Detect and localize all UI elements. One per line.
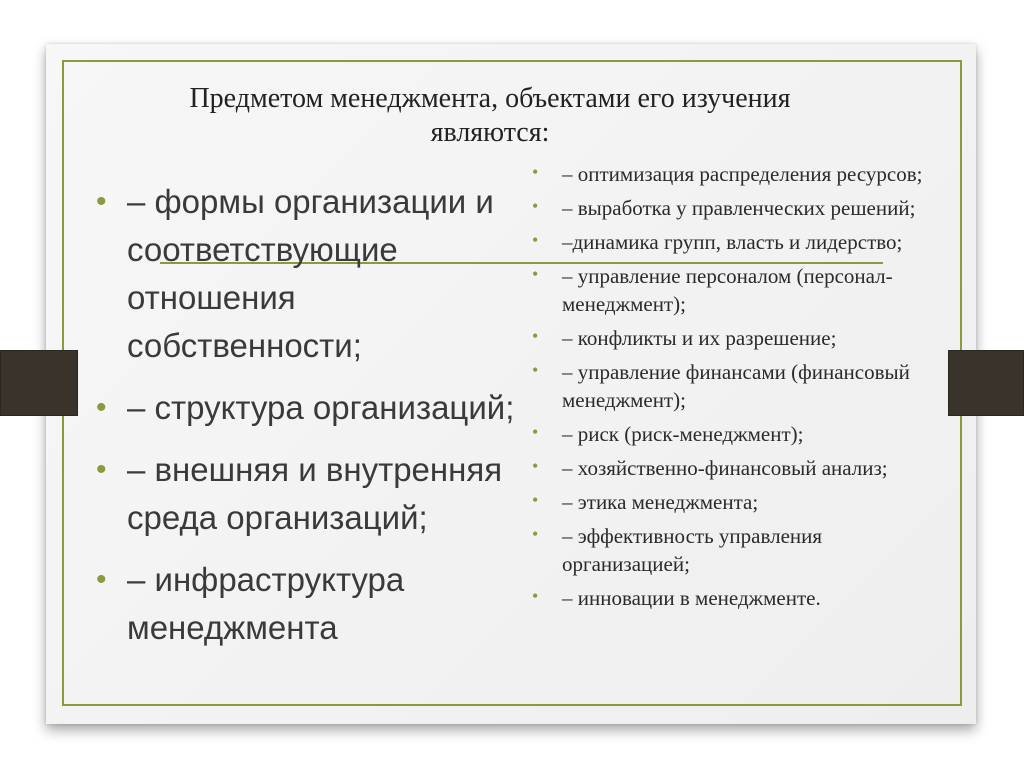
- list-item-text: – инфраструктура менеджмента: [127, 561, 405, 646]
- list-item: [532, 324, 932, 352]
- list-item: [96, 556, 526, 652]
- right-bullet-list: [532, 160, 932, 618]
- list-item: [96, 446, 526, 542]
- left-binder-tab: [0, 350, 78, 416]
- list-item: [532, 262, 932, 318]
- list-item: [532, 194, 932, 222]
- list-item-text: – управление персоналом (персонал-менеджмент);: [562, 264, 893, 316]
- bullet-icon: •: [532, 586, 539, 606]
- slide-title: Предметом менеджмента, объектами его изучения являются:: [189, 83, 791, 148]
- list-item: [532, 454, 932, 482]
- list-item-text: – выработка у правленческих решений;: [562, 196, 916, 220]
- list-item-text: – управление финансами (финансовый менеджмент);: [562, 360, 910, 412]
- bullet-icon: •: [532, 196, 539, 216]
- list-item-text: – внешняя и внутренняя среда организаций;: [127, 451, 503, 536]
- list-item-text: – этика менеджмента;: [562, 490, 759, 514]
- list-item-text: – риск (риск-менеджмент);: [562, 422, 804, 446]
- list-item-text: – оптимизация распределения ресурсов;: [562, 162, 923, 186]
- list-item: [96, 178, 526, 370]
- list-item: [532, 228, 932, 256]
- bullet-icon: •: [532, 162, 539, 182]
- list-item-text: – структура организаций;: [127, 389, 515, 426]
- bullet-icon: •: [532, 524, 539, 544]
- bullet-icon: •: [96, 185, 107, 218]
- list-item-text: –динамика групп, власть и лидерство;: [562, 230, 903, 254]
- list-item: [532, 358, 932, 414]
- list-item: [532, 160, 932, 188]
- left-bullet-list: [96, 178, 526, 666]
- list-item: [532, 488, 932, 516]
- bullet-icon: •: [532, 264, 539, 284]
- list-item: [96, 384, 526, 432]
- bullet-icon: •: [96, 391, 107, 424]
- bullet-icon: •: [532, 230, 539, 250]
- bullet-icon: •: [532, 360, 539, 380]
- list-item: [532, 522, 932, 578]
- list-item-text: – формы организации и соответствующие отношения собственности;: [127, 183, 494, 364]
- list-item-text: – хозяйственно-финансовый анализ;: [562, 456, 888, 480]
- bullet-icon: •: [532, 490, 539, 510]
- bullet-icon: •: [96, 453, 107, 486]
- list-item-text: – конфликты и их разрешение;: [562, 326, 837, 350]
- right-binder-tab: [948, 350, 1024, 416]
- list-item-text: – эффективность управления организацией;: [562, 524, 823, 576]
- bullet-icon: •: [532, 422, 539, 442]
- bullet-icon: •: [532, 326, 539, 346]
- bullet-icon: •: [96, 563, 107, 596]
- list-item: [532, 420, 932, 448]
- list-item: [532, 584, 932, 612]
- list-item-text: – инновации в менеджменте.: [562, 586, 821, 610]
- bullet-icon: •: [532, 456, 539, 476]
